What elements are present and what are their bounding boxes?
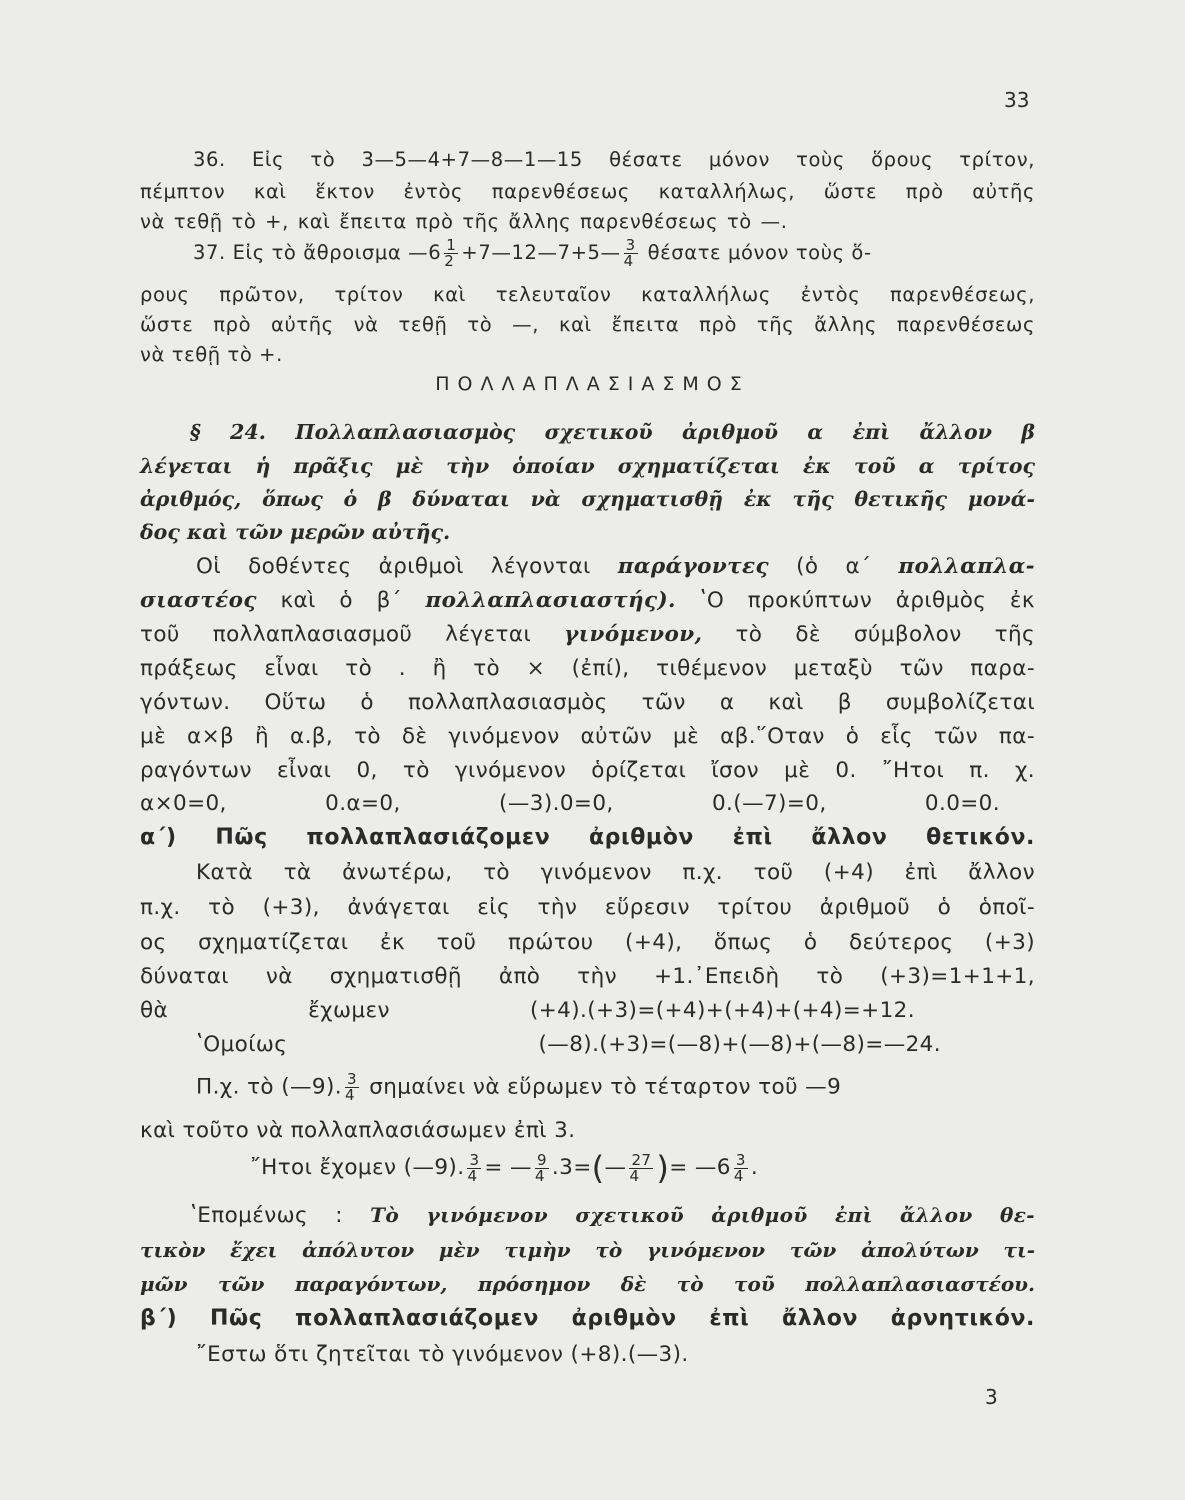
- exercise-37-line-1: [193, 238, 1035, 269]
- fraction-3-4: $\frac{3}{4}$: [623, 236, 636, 270]
- conclusion-line-1: ʽΕπομένως : Τὸ γινόμενον σχετικοῦ ἀριθμοῦ ἐπὶ ἄλλον θε-: [190, 1203, 1035, 1228]
- body-line-7: ραγόντων εἶναι 0, τὸ γινόμενον ὁρίζεται ἴσον μὲ 0. ῎Ητοι π. χ.: [140, 758, 1035, 783]
- subsection-a-line-8: καὶ τοῦτο νὰ πολλαπλασιάσωμεν ἐπὶ 3.: [140, 1118, 576, 1143]
- body-line-4: πράξεως εἶναι τὸ . ἢ τὸ × (ἐπί), τιθέμενον μεταξὺ τῶν παρα-: [140, 656, 1035, 681]
- subsection-a-line-5: θὰ ἔχωμεν (+4).(+3)=(+4)+(+4)+(+4)=+12.: [140, 998, 915, 1023]
- subsection-b-title: β΄) Πῶς πολλαπλασιάζομεν ἀριθμὸν ἐπὶ ἄλλον ἀρνητικόν.: [140, 1306, 1035, 1331]
- fraction-3-4: $\frac{3}{4}$: [733, 1150, 746, 1185]
- fraction-3-4: $\frac{3}{4}$: [345, 1070, 357, 1104]
- body-line-6: μὲ α×β ἢ α.β, τὸ δὲ γινόμενον αὐτῶν μὲ αβ.῞Οταν ὁ εἷς τῶν πα-: [140, 724, 1035, 749]
- subsection-a-line-6: ʽΟμοίως (—8).(+3)=(—8)+(—8)+(—8)=—24.: [196, 1032, 941, 1057]
- definition-line-2: λέγεται ἡ πρᾶξις μὲ τὴν ὁποίαν σχηματίζεται ἐκ τοῦ α τρίτος: [140, 454, 1035, 478]
- exercise-37-line-4: νὰ τεθῇ τὸ +.: [140, 343, 283, 366]
- exercise-37-text-c: θέσατε μόνον τοὺς ὅ-: [647, 241, 872, 264]
- conclusion-line-3: μῶν τῶν παραγόντων, πρόσημον δὲ τὸ τοῦ πολλαπλασιαστέου.: [140, 1272, 1035, 1296]
- fraction-3-4: $\frac{3}{4}$: [467, 1150, 480, 1185]
- page-number: 33: [1004, 88, 1030, 112]
- definition-line-4: δος καὶ τῶν μερῶν αὐτῆς.: [140, 520, 451, 544]
- definition-line-3: ἀριθμός, ὅπως ὁ β δύναται νὰ σχηματισθῇ ἐκ τῆς θετικῆς μονά-: [140, 487, 1035, 511]
- subsection-a-line-3: ος σχηματίζεται ἐκ τοῦ πρώτου (+4), ὅπως ὁ δεύτερος (+3): [140, 930, 1035, 955]
- subsection-a-line-4: δύναται νὰ σχηματισθῇ ἀπὸ τὴν +1.᾿Επειδὴ τὸ (+3)=1+1+1,: [140, 964, 1035, 989]
- exercise-37-line-3: ὥστε πρὸ αὐτῆς νὰ τεθῇ τὸ —, καὶ ἔπειτα πρὸ τῆς ἄλλης παρενθέσεως: [140, 313, 1035, 336]
- definition-line-1: § 24. Πολλαπλασιασμὸς σχετικοῦ ἀριθμοῦ α ἐπὶ ἄλλον β: [190, 420, 1035, 444]
- body-line-8: α×0=0, 0.α=0, (—3).0=0, 0.(—7)=0, 0.0=0.: [140, 791, 1000, 816]
- body-line-2: σιαστέος καὶ ὁ β΄ πολλαπλασιαστής). ʽΟ προκύπτων ἀριθμὸς ἐκ: [140, 588, 1035, 613]
- body-line-5: γόντων. Οὕτω ὁ πολλαπλασιασμὸς τῶν α καὶ β συμβολίζεται: [140, 690, 1035, 715]
- exercise-36-line-2: πέμπτον καὶ ἕκτον ἐντὸς παρενθέσεως καταλλήλως, ὥστε πρὸ αὐτῆς: [140, 180, 1035, 203]
- subsection-a-line-7: Π.χ. τὸ (—9). $\frac{3}{4}$ σημαίνει νὰ εὕρωμεν τὸ τέταρτον τοῦ —9: [196, 1070, 842, 1104]
- subsection-b-line-1: ῎Εστω ὅτι ζητεῖται τὸ γινόμενον (+8).(—3).: [196, 1342, 689, 1367]
- body-line-3: τοῦ πολλαπλασιασμοῦ λέγεται γινόμενον, τὸ δὲ σύμβολον τῆς: [140, 622, 1035, 647]
- exercise-36-line-1: 36. Εἰς τὸ 3—5—4+7—8—1—15 θέσατε μόνον τοὺς ὅρους τρίτον,: [193, 148, 1035, 171]
- fraction-27-4: $\frac{27}{4}$: [629, 1150, 652, 1185]
- subsection-a-line-1: Κατὰ τὰ ἀνωτέρω, τὸ γινόμενον π.χ. τοῦ (+4) ἐπὶ ἄλλον: [196, 860, 1035, 885]
- fraction-1-2: $\frac{1}{2}$: [444, 236, 457, 270]
- body-line-1: Οἱ δοθέντες ἀριθμοὶ λέγονται παράγοντες (ὁ α΄ πολλαπλα-: [196, 554, 1035, 579]
- exercise-37-text-b: +7—12—7+5—: [461, 241, 621, 264]
- fraction-9-4: $\frac{9}{4}$: [534, 1150, 547, 1185]
- signature-number: 3: [985, 1385, 998, 1409]
- section-title: ΠΟΛΛΑΠΛΑΣΙΑΣΜΟΣ: [435, 373, 750, 395]
- subsection-a-title: α΄) Πῶς πολλαπλασιάζομεν ἀριθμὸν ἐπὶ ἄλλον θετικόν.: [140, 825, 1035, 850]
- conclusion-line-2: τικὸν ἔχει ἀπόλυτον μὲν τιμὴν τὸ γινόμενον τῶν ἀπολύτων τι-: [140, 1238, 1035, 1262]
- exercise-37-text-a: 37. Εἰς τὸ ἄθροισμα —6: [193, 241, 442, 264]
- subsection-a-equation: ῎Ητοι ἔχομεν (—9). $\frac{3}{4}$ = — $\frac{9}{4}$ .3=(— $\frac{27}{4}$ )= —6 $\frac{3}{4}$ .: [250, 1149, 759, 1187]
- exercise-37-line-2: ρους πρῶτον, τρίτον καὶ τελευταῖον καταλλήλως ἐντὸς παρενθέσεως,: [140, 283, 1035, 306]
- subsection-a-line-2: π.χ. τὸ (+3), ἀνάγεται εἰς τὴν εὕρεσιν τρίτου ἀριθμοῦ ὁ ὁποῖ-: [140, 895, 1035, 920]
- exercise-36-line-3: νὰ τεθῇ τὸ +, καὶ ἔπειτα πρὸ τῆς ἄλλης παρενθέσεως τὸ —.: [140, 210, 788, 233]
